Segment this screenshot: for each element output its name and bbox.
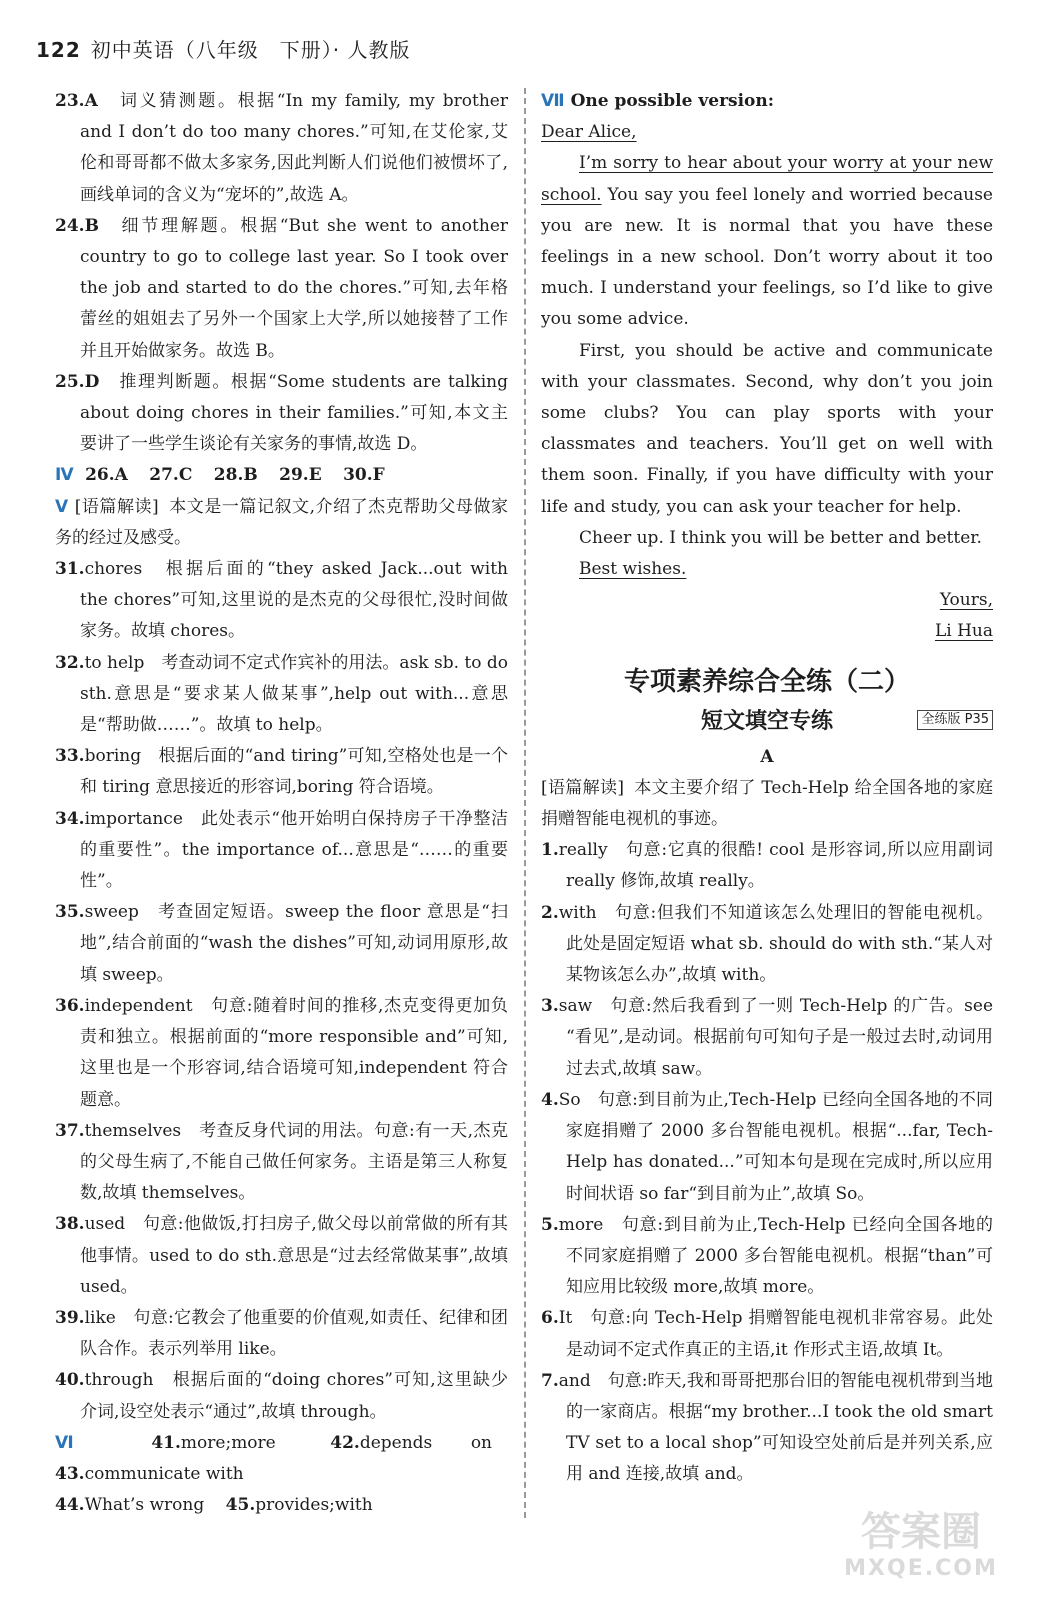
item-number: 34.: [55, 808, 85, 829]
watermark-logo-text: 答案圈: [861, 1509, 981, 1555]
item-explanation: 句意:昨天,我和哥哥把那台旧的智能电视机带到当地的一家商店。根据“my brother...I took the old smart TV set to a local shop”可知设空处前后是并列关系,应用 and 连接,故填 and。: [566, 1370, 993, 1485]
section-marker: Ⅵ: [55, 1432, 107, 1453]
section-4-answers: [55, 460, 508, 491]
letter-signature: [541, 616, 993, 647]
yours-text: Yours,: [939, 590, 993, 611]
page-header: [36, 34, 410, 63]
answer-item: [55, 804, 508, 898]
letter-yours: [541, 585, 993, 616]
answer-item: [541, 991, 993, 1085]
item-number: 45.: [225, 1495, 256, 1516]
salutation-text: Dear Alice,: [541, 122, 637, 143]
section-6-answers: [55, 1428, 508, 1490]
item-number: 6.: [541, 1308, 559, 1329]
item-number: 37.: [55, 1120, 85, 1141]
item-answer: It: [558, 1308, 573, 1329]
item-answer: provides;with: [255, 1495, 373, 1516]
part-label: A: [760, 746, 774, 767]
item-answer: chores: [84, 559, 143, 580]
right-column: [541, 86, 993, 1491]
item-answer: sweep: [84, 902, 139, 923]
item-explanation: 根据后面的“and tiring”可知,空格处也是一个和 tiring 意思接近的形容词,boring 符合语境。: [80, 746, 508, 798]
subtitle: 短文填空专练: [700, 708, 833, 734]
item-answer: used: [84, 1214, 126, 1235]
watermark-url: MXQE.COM: [844, 1556, 998, 1581]
section-tag: [语篇解读]: [74, 496, 159, 517]
item-explanation: 句意:它教会了他重要的价值观,如责任、纪律和团队合作。表示列举用 like。: [80, 1307, 508, 1360]
item-answer: So: [558, 1089, 581, 1110]
item-answer: really: [558, 840, 608, 861]
item-answer: themselves: [84, 1120, 182, 1141]
item-number: 31.: [55, 559, 85, 580]
answer-item: [55, 554, 508, 648]
book-title: 初中英语（八年级 下册）· 人教版: [90, 38, 411, 62]
answer: 30.F: [343, 465, 385, 486]
item-answer: importance: [84, 808, 183, 829]
item-explanation: 句意:到目前为止,Tech-Help 已经向全国各地的不同家庭捐赠了 2000 多台智能电视机。根据“...far, Tech-Help has donated...”可知本句是现在完成时,所以应用时间状语 so far“到目前为止”,故填 So。: [566, 1089, 993, 1204]
item-answer: more;more: [180, 1432, 276, 1453]
version-heading: One possible version:: [570, 91, 775, 111]
answer-item: [541, 1085, 993, 1210]
answer: [330, 1433, 492, 1453]
page-ref-badge: 全练版 P35: [917, 710, 993, 730]
item-explanation: 此处表示“他开始明白保持房子干净整洁的重要性”。the importance of...意思是“……的重要性”。: [80, 808, 509, 892]
answer-item: [541, 1210, 993, 1304]
section-text: 本文主要介绍了 Tech-Help 给全国各地的家庭捐赠智能电视机的事迹。: [541, 777, 993, 830]
answer-item: [541, 1303, 993, 1365]
item-number: 38.: [55, 1214, 85, 1235]
section-marker: Ⅶ: [541, 91, 565, 111]
item-number: 24.B: [55, 215, 99, 236]
letter-paragraph: Cheer up. I think you will be better and better.: [579, 527, 982, 548]
letter-closing: [541, 554, 993, 585]
item-explanation: 根据后面的“they asked Jack...out with the chores”可知,这里说的是杰克的父母很忙,没时间做家务。故填 chores。: [80, 559, 508, 642]
item-number: 32.: [55, 652, 85, 673]
passage-intro: [541, 773, 993, 835]
item-explanation: 考查动词不定式作宾补的用法。ask sb. to do sth.意思是“要求某人做某事”,help out with...意思是“帮助做……”。故填 to help。: [80, 652, 508, 736]
item-answer: and: [558, 1370, 591, 1391]
section-text: 本文是一篇记叙文,介绍了杰克帮助父母做家务的经过及感受。: [55, 496, 508, 548]
section-marker: Ⅳ: [55, 465, 74, 486]
item-explanation: 细节理解题。根据“But she went to another country to go to college last year. So I took over the job and started to do the chores.”可知,去年格蕾丝的姐姐去了另外一个国家上大学,所以她接替了工作并且开始做家务。故选 B。: [80, 215, 509, 361]
item-answer: to help: [84, 652, 145, 673]
item-number: 7.: [541, 1370, 559, 1391]
page-number: 122: [36, 38, 81, 62]
paragraph-text: You say you feel lonely and worried because you are new. It is normal that you have these feelings in a new school. Don’t worry about it too much. I understand your feelings, so I’d like to give you some advice.: [541, 184, 993, 330]
item-answer: depends on: [359, 1432, 492, 1453]
item-answer: What’s wrong: [84, 1495, 205, 1516]
item-number: 41.: [151, 1432, 181, 1453]
section-7-heading: [541, 86, 993, 117]
item-explanation: 推理判断题。根据“Some students are talking about doing chores in their families.”可知,本文主要讲了一些学生谈论有关家务的事情,故选 D。: [80, 371, 509, 455]
answer: [55, 1495, 204, 1515]
underlined-sentence: I’m sorry to hear about your worry at your new school.: [541, 153, 993, 205]
answer-item: [55, 1303, 508, 1365]
item-number: 4.: [541, 1089, 559, 1110]
item-number: 25.D: [55, 371, 100, 392]
answer-item: [55, 1365, 508, 1427]
answer-item: [55, 897, 508, 991]
item-number: 44.: [55, 1495, 85, 1516]
answer: 27.C: [149, 465, 193, 486]
item-answer: like: [84, 1307, 116, 1328]
item-explanation: 根据后面的“doing chores”可知,这里缺少介词,设空处表示“通过”,故填 through。: [80, 1370, 509, 1422]
section-5-intro: [55, 492, 508, 554]
item-answer: more: [558, 1214, 604, 1235]
answer-item: [55, 741, 508, 803]
answer-item: [55, 86, 508, 211]
item-answer: through: [84, 1370, 154, 1391]
section-marker: Ⅴ: [55, 496, 69, 517]
column-divider: [524, 88, 526, 1518]
item-explanation: 句意:他做饭,打扫房子,做父母以前常做的所有其他事情。used to do sth.意思是“过去经常做某事”,故填 used。: [80, 1214, 508, 1297]
letter-salutation: [541, 117, 993, 148]
item-number: 39.: [55, 1307, 85, 1328]
item-answer: with: [558, 902, 597, 923]
item-explanation: 句意:向 Tech-Help 捐赠智能电视机非常容易。此处是动词不定式作真正的主语,it 作形式主语,故填 It。: [566, 1308, 993, 1360]
item-number: 1.: [541, 840, 559, 861]
closing-text: Best wishes.: [579, 559, 687, 580]
section-6-answers-row2: [55, 1490, 508, 1521]
signature-text: Li Hua: [934, 621, 993, 642]
item-explanation: 句意:但我们不知道该怎么处理旧的智能电视机。此处是固定短语 what sb. should do with sth.“某人对某物该怎么办”,故填 with。: [566, 902, 994, 986]
letter-paragraph: First, you should be active and communicate with your classmates. Second, why don’t you join some clubs? You can play sports with your classmates and teachers. You’ll get on well with them soon. Finally, if you have difficulty with your life and study, you can ask your teacher for help.: [541, 340, 993, 517]
answer-item: [55, 1209, 508, 1303]
answer: 26.A: [85, 465, 128, 486]
subtitle-row: [541, 702, 993, 742]
answer-item: [55, 1116, 508, 1210]
item-number: 43.: [55, 1463, 85, 1484]
section-title: 专项素养综合全练（二）: [623, 666, 910, 697]
section-tag: [语篇解读]: [541, 777, 624, 798]
letter-paragraph: [541, 148, 993, 335]
answer: 28.B: [213, 465, 258, 486]
item-answer: saw: [558, 996, 593, 1017]
answer-item: [55, 648, 508, 742]
answer-item: [55, 211, 508, 367]
answer-item: [55, 991, 508, 1116]
item-number: 5.: [541, 1214, 559, 1235]
item-explanation: 考查固定短语。sweep the floor 意思是“扫地”,结合前面的“wash the dishes”可知,动词用原形,故填 sweep。: [80, 902, 508, 985]
item-number: 35.: [55, 902, 85, 923]
item-number: 33.: [55, 746, 85, 767]
item-number: 3.: [541, 996, 559, 1017]
item-explanation: 句意:随着时间的推移,杰克变得更加负责和独立。根据前面的“more responsible and”可知,这里也是一个形容词,结合语境可知,independent 符合题意。: [80, 995, 509, 1110]
item-number: 40.: [55, 1370, 85, 1391]
item-number: 42.: [330, 1432, 360, 1453]
answer: [151, 1433, 275, 1453]
answer: [226, 1495, 373, 1515]
item-answer: boring: [84, 746, 142, 767]
item-explanation: 考查反身代词的用法。句意:有一天,杰克的父母生病了,不能自己做任何家务。主语是第三人称复数,故填 themselves。: [80, 1120, 509, 1204]
item-number: 36.: [55, 995, 85, 1016]
item-explanation: 句意:到目前为止,Tech-Help 已经向全国各地的不同家庭捐赠了 2000 多台智能电视机。根据“than”可知应用比较级 more,故填 more。: [566, 1214, 994, 1298]
item-explanation: 句意:然后我看到了一则 Tech-Help 的广告。see “看见”,是动词。根据前句可知句子是一般过去时,动词用过去式,故填 saw。: [566, 996, 994, 1079]
answer-item: [55, 367, 508, 461]
answer-item: [541, 898, 993, 992]
site-watermark: [841, 1508, 1001, 1588]
item-explanation: 词义猜测题。根据“In my family, my brother and I don’t do too many chores.”可知,在艾伦家,艾伦和哥哥都不做太多家务,因此判断人们说他们被惯坏了,画线单词的含义为“宠坏的”,故选 A。: [80, 91, 508, 205]
answer: [55, 1464, 244, 1484]
item-answer: communicate with: [84, 1463, 244, 1484]
answer: 29.E: [279, 465, 322, 486]
item-number: 2.: [541, 902, 559, 923]
item-number: 23.A: [55, 91, 98, 111]
answer-item: [541, 835, 993, 897]
item-explanation: 句意:它真的很酷! cool 是形容词,所以应用副词 really 修饰,故填 really。: [566, 840, 994, 892]
item-answer: independent: [84, 995, 193, 1016]
answer-item: [541, 1366, 993, 1491]
left-column: [55, 86, 508, 1521]
